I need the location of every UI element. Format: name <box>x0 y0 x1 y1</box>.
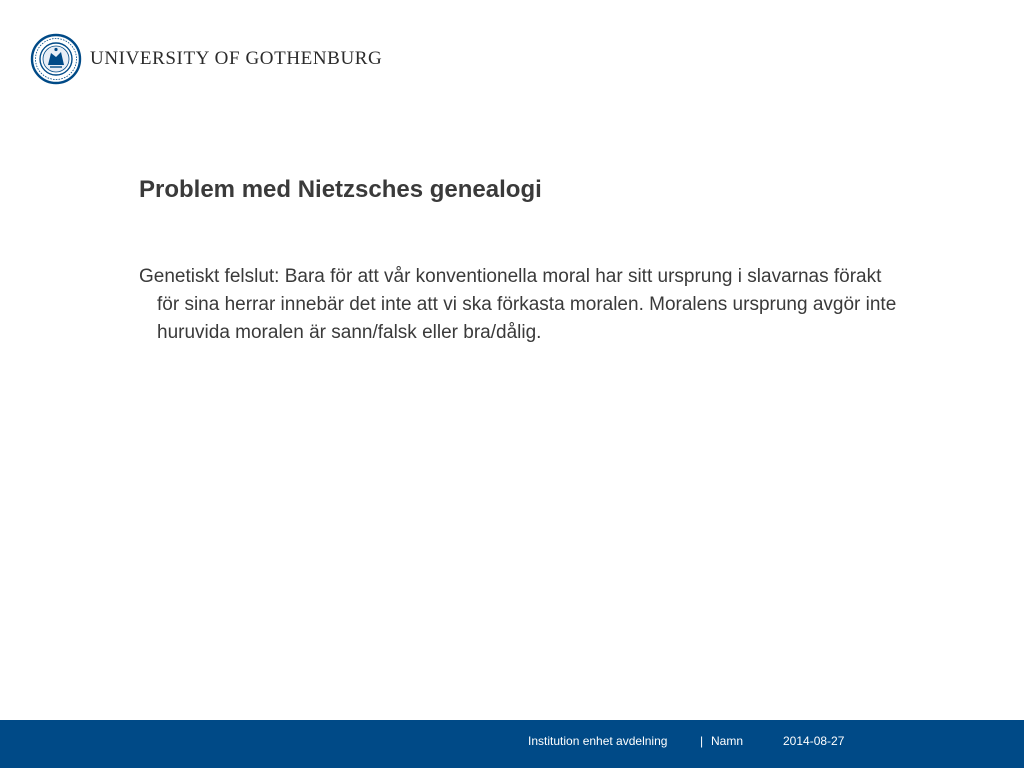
university-name: UNIVERSITY OF GOTHENBURG <box>90 48 383 69</box>
footer-separator: | <box>700 734 704 748</box>
slide-title: Problem med Nietzsches genealogi <box>139 176 542 203</box>
university-logo <box>30 32 382 86</box>
university-seal-icon <box>30 33 82 85</box>
footer-name: Namn <box>711 734 744 748</box>
slide-body-text: Genetiskt felslut: Bara för att vår konventionella moral har sitt ursprung i slavarnas förakt för sina herrar innebär det inte att vi ska förkasta moralen. Moralens ursprung avgör inte huruvida moralen är sann/falsk eller bra/dålig. <box>139 266 897 343</box>
footer-bar <box>0 720 1024 768</box>
footer-date: 2014-08-27 <box>783 734 845 748</box>
footer-institution: Institution enhet avdelning <box>528 734 668 748</box>
